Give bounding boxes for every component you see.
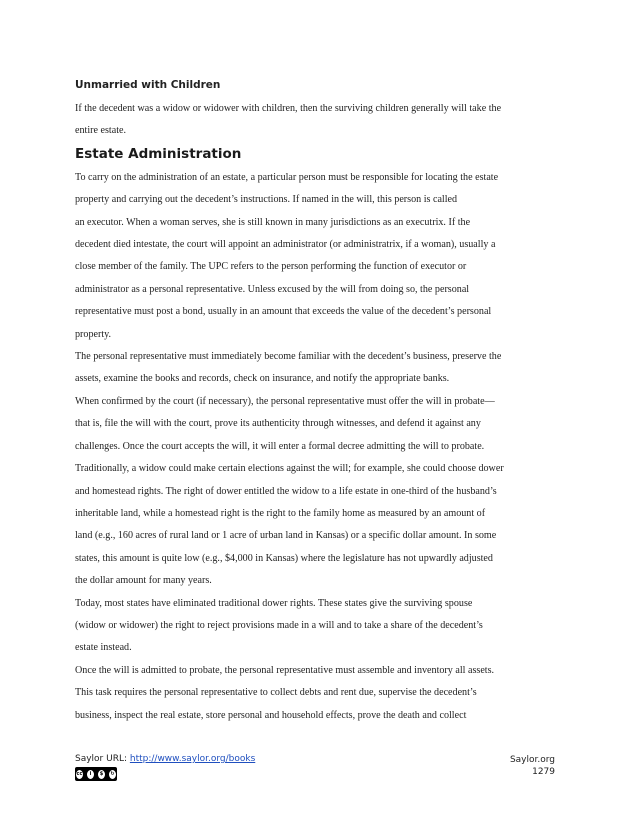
text-line: inheritable land, while a homestead right is the right to the family home as measured by an amount of <box>75 507 486 519</box>
page-number: 1279 <box>532 767 555 777</box>
text-line: challenges. Once the court accepts the will, it will enter a formal decree admitting the will to probate. <box>75 440 485 452</box>
footer-saylor-url <box>75 754 255 764</box>
cc-by-nc-sa-icon <box>75 767 117 781</box>
footer-url-label: Saylor URL: <box>75 754 130 764</box>
section-heading-unmarried: Unmarried with Children <box>75 79 221 91</box>
text-line: and homestead rights. The right of dower entitled the widow to a life estate in one-third of the husband’s <box>75 485 497 497</box>
text-line: (widow or widower) the right to reject provisions made in a will and to take a share of the decedent’s <box>75 619 483 631</box>
section-estate-administration-body <box>75 167 555 727</box>
text-line: If the decedent was a widow or widower with children, then the surviving children generally will take the <box>75 103 502 114</box>
text-line: property. <box>75 328 112 340</box>
text-line: property and carrying out the decedent’s instructions. If named in the will, this person is called <box>75 194 458 206</box>
text-line: This task requires the personal representative to collect debts and rent due, supervise the decedent’s <box>75 687 477 699</box>
text-line: business, inspect the real estate, store personal and household effects, prove the death and collect <box>75 709 467 721</box>
sa-circle-icon: ↻ <box>108 769 117 780</box>
section-unmarried-body <box>75 98 555 143</box>
text-line: decedent died intestate, the court will appoint an administrator (or administratrix, if a woman), usually a <box>75 239 496 251</box>
footer-right <box>510 754 555 778</box>
text-line: assets, examine the books and records, check on insurance, and notify the appropriate banks. <box>75 373 450 385</box>
text-line: an executor. When a woman serves, she is still known in many jurisdictions as an executrix. If the <box>75 216 471 228</box>
text-line: land (e.g., 160 acres of rural land or 1 acre of urban land in Kansas) or a specific dollar amount. In some <box>75 530 497 542</box>
text-line: entire estate. <box>75 125 127 137</box>
cc-circle-icon: cc <box>75 769 84 780</box>
text-line: When confirmed by the court (if necessary), the personal representative must offer the will in probate— <box>75 395 495 407</box>
by-circle-icon: i <box>86 769 95 780</box>
text-line: close member of the family. The UPC refers to the person performing the function of executor or <box>75 261 467 273</box>
text-line: To carry on the administration of an estate, a particular person must be responsible for locating the estate <box>75 171 499 183</box>
nc-circle-icon: $ <box>97 769 106 780</box>
section-heading-estate-administration: Estate Administration <box>75 145 242 162</box>
text-line: the dollar amount for many years. <box>75 575 212 587</box>
text-line: estate instead. <box>75 642 132 654</box>
page-content <box>75 78 555 727</box>
footer-org: Saylor.org <box>509 755 555 765</box>
text-line: The personal representative must immediately become familiar with the decedent’s business, preserve the <box>75 351 502 363</box>
footer-url-link[interactable]: http://www.saylor.org/books <box>129 754 256 764</box>
text-line: representative must post a bond, usually in an amount that exceeds the value of the decedent’s personal <box>75 306 492 318</box>
text-line: administrator as a personal representative. Unless excused by the will from doing so, the personal <box>75 283 470 295</box>
text-line: states, this amount is quite low (e.g., $4,000 in Kansas) where the legislature has not upwardly adjusted <box>75 552 493 564</box>
text-line: Once the will is admitted to probate, the personal representative must assemble and inventory all assets. <box>75 664 495 676</box>
text-line: Traditionally, a widow could make certain elections against the will; for example, she could choose dower <box>75 463 504 475</box>
text-line: that is, file the will with the court, prove its authenticity through witnesses, and defend it against any <box>75 418 481 430</box>
text-line: Today, most states have eliminated traditional dower rights. These states give the surviving spouse <box>75 597 473 609</box>
